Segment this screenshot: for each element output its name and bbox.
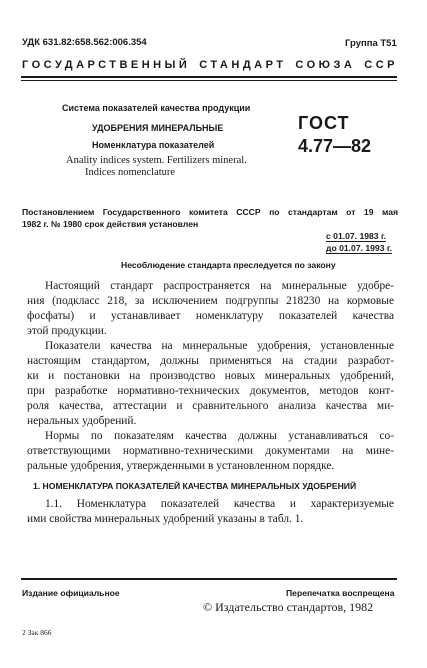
udk-code: УДК 631.82:658.562:006.354 <box>22 37 147 48</box>
paragraph-2-line-2: настоящим стандартом, должны применяться на стадии разработ- <box>27 355 394 367</box>
footer-rule <box>21 578 397 580</box>
paragraph-2-line-1: Показатели качества на минеральные удобрения, установленные <box>45 340 394 352</box>
nomenclature-title: Номенклатура показателей <box>92 140 215 150</box>
decree-line2: 1982 г. № 1980 срок действия установлен <box>22 219 199 229</box>
section-1-title: 1. НОМЕНКЛАТУРА ПОКАЗАТЕЛЕЙ КАЧЕСТВА МИНЕРАЛЬНЫХ УДОБРЕНИЙ <box>33 481 357 491</box>
english-title-line1: Anality indices system. Fertilizers mineral. <box>66 155 247 166</box>
effective-from-date: с 01.07. 1983 г. <box>326 231 387 241</box>
copyright-notice: © Издательство стандартов, 1982 <box>203 600 374 614</box>
header-rule-thin <box>21 80 397 81</box>
paragraph-1-line-2: ния (подкласс 218, за исключением подгруппы 218230 на кормовые <box>27 295 394 307</box>
reprint-notice: Перепечатка воспрещена <box>286 588 395 598</box>
paragraph-1-line-1: Настоящий стандарт распространяется на минеральные удобре- <box>45 280 394 292</box>
banner-title: ГОСУДАРСТВЕННЫЙ СТАНДАРТ СОЮЗА ССР <box>22 59 398 71</box>
group-code: Группа Т51 <box>345 38 397 49</box>
paragraph-3-line-2: ответствующими нормативно-техническими документами на мине- <box>27 445 394 457</box>
paragraph-2-line-5: роля качества, аттестации и сравнительного анализа качества ми- <box>27 400 394 412</box>
decree-line1: Постановлением Государственного комитета СССР по стандартам от 19 мая <box>22 207 398 217</box>
gost-number: 4.77—82 <box>298 136 372 156</box>
paragraph-4-line-1: 1.1. Номенклатура показателей качества и характеризуемые <box>45 498 394 510</box>
product-title: УДОБРЕНИЯ МИНЕРАЛЬНЫЕ <box>92 123 224 133</box>
official-edition: Издание официальное <box>22 588 120 598</box>
paragraph-1-line-3: фосфаты) и устанавливает номенклатуру показателей качества <box>27 310 394 322</box>
system-title: Система показателей качества продукции <box>62 103 251 113</box>
paragraph-2-line-4: при разработке нормативно-технических документов, методов конт- <box>27 385 394 397</box>
effective-to-date: до 01.07. 1993 г. <box>326 243 392 253</box>
legal-notice: Несоблюдение стандарта преследуется по закону <box>121 260 336 270</box>
paragraph-3-line-1: Нормы по показателям качества должны устанавливаться со- <box>45 430 394 442</box>
english-title-line2: Indices nomenclature <box>85 167 176 178</box>
paragraph-1-line-4: этой продукции. <box>27 325 107 337</box>
paragraph-2-line-3: ки и постановки на производство новых минеральных удобрений, <box>27 370 394 382</box>
paragraph-4-line-2: ими свойства минеральных удобрений указаны в табл. 1. <box>27 513 304 525</box>
header-rule-thick <box>21 76 397 78</box>
paragraph-2-line-6: неральных удобрений. <box>27 415 137 427</box>
paragraph-3-line-3: ральные удобрения, утвержденными в установленном порядке. <box>27 460 335 472</box>
gost-label: ГОСТ <box>298 113 350 133</box>
print-order-mark: 2 Зак 866 <box>22 628 52 637</box>
